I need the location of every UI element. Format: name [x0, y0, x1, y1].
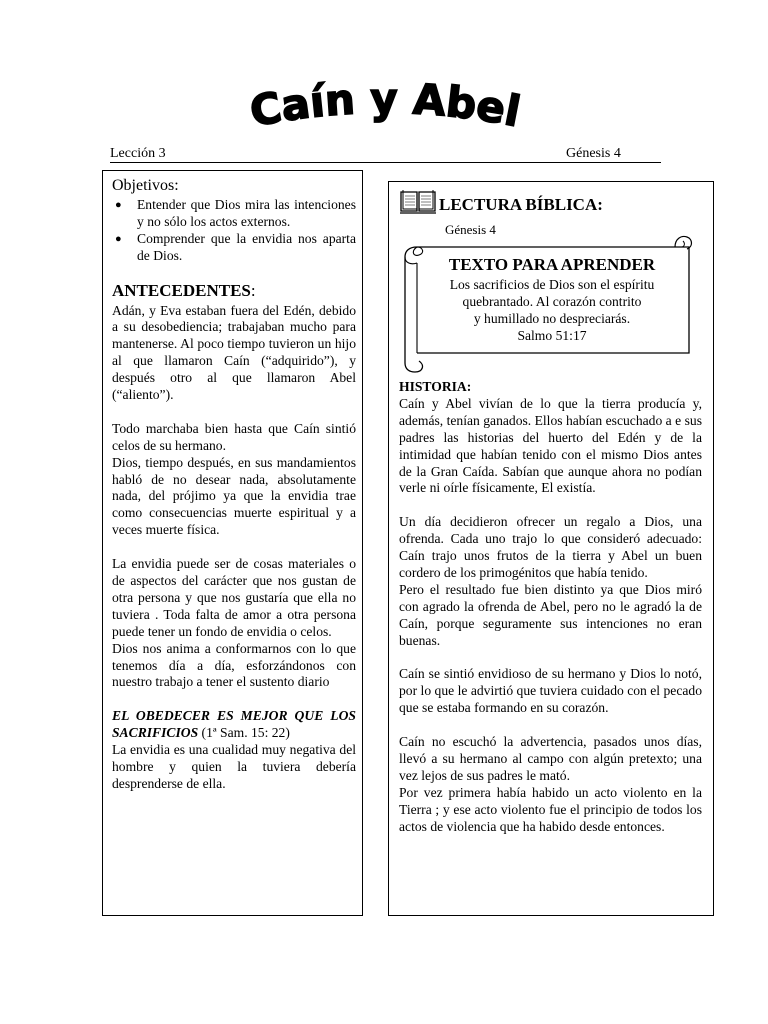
texto-line: quebrantado. Al corazón contrito	[462, 294, 642, 309]
historia-paragraph: Un día decidieron ofrecer un regalo a Dios, una ofrenda. Cada uno trajo lo que consideró adecuado: Caín trajo unos frutos de la tierra y Abel un buen cordero de los primogénitos que había tenido.	[399, 514, 702, 580]
historia-paragraph: Caín se sintió envidioso de su hermano y Dios lo notó, por lo que le advirtió que tuviera cuidado con el pecado que se estaba formando en su corazón.	[399, 666, 702, 716]
lectura-title: LECTURA BÍBLICA:	[439, 195, 603, 214]
texto-line: Salmo 51:17	[517, 328, 587, 343]
historia-paragraph: Pero el resultado fue bien distinto ya que Dios miró con agrado la ofrenda de Abel, pero no le agradó la de Caín, porque seguramente sus intenciones no eran buenas.	[399, 581, 702, 648]
historia-paragraph: Caín y Abel vivían de lo que la tierra producía y, además, tenían ganados. Ellos habían escuchado a e sus padres las historias del huerto del Edén y de la intimidad que habían tenido con el mismo Dios antes de la Gran Caída. Sabían que aunque ahora no podían verle ni oírle físicamente, El existía.	[399, 395, 702, 496]
page-title	[240, 73, 530, 137]
texto-title: TEXTO PARA APRENDER	[448, 255, 656, 274]
objetivo-text: Entender que Dios mira las intenciones y no sólo los actos externos.	[137, 196, 356, 229]
open-book-icon	[399, 188, 437, 214]
page-title-path: Caín y Abel	[246, 73, 525, 137]
right-column	[388, 181, 714, 916]
objetivos-heading: Objetivos:	[112, 177, 179, 194]
lesson-reference: Génesis 4	[566, 146, 621, 161]
lectura-header	[399, 188, 603, 214]
bullet-icon: ●	[115, 232, 122, 245]
historia-heading: HISTORIA:	[399, 379, 472, 394]
antecedentes-paragraph: Todo marchaba bien hasta que Caín sintió celos de su hermano.	[112, 420, 356, 453]
lesson-header-line	[110, 146, 661, 163]
texto-line: Los sacrificios de Dios son el espíritu	[449, 277, 655, 292]
antecedentes-paragraph: Adán, y Eva estaban fuera del Edén, debido a su desobediencia; trabajaban mucho para mantenerse. Al poco tiempo tuvieron un hijo al que llamaron Caín (“adquirido”), y después otro al que llamaron Abel (“aliento”).	[112, 302, 356, 403]
antecedentes-heading-text: ANTECEDENTES	[112, 280, 251, 300]
bullet-icon: ●	[115, 198, 122, 211]
antecedentes-colon: :	[250, 280, 256, 300]
objetivo-item	[112, 197, 356, 231]
obedecer-paragraph	[112, 708, 356, 742]
historia-section	[399, 379, 702, 835]
page-title-text	[246, 74, 524, 136]
antecedentes-paragraph: La envidia puede ser de cosas materiales o de aspectos del carácter que nos gustan de otra persona y que nos gustaría que ella no tuviera . Toda falta de amor a otra persona puede tener un fondo de envidia o celos.	[112, 556, 356, 639]
obedecer-reference: (1ª Sam. 15: 22)	[198, 725, 290, 741]
objetivos-list	[112, 197, 356, 265]
objetivo-text: Comprender que la envidia nos aparta de Dios.	[137, 230, 356, 263]
antecedentes-heading	[112, 281, 356, 301]
left-column	[102, 170, 363, 916]
historia-paragraph: Caín no escuchó la advertencia, pasados unos días, llevó a su hermano al campo con algún pretexto; una vez lejos de sus padres le mató.	[399, 733, 702, 783]
antecedentes-paragraph: La envidia es una cualidad muy negativa del hombre y quien la tuviera debería desprenderse de ella.	[112, 742, 356, 791]
lesson-number: Lección 3	[110, 146, 166, 161]
lectura-reference: Génesis 4	[445, 222, 496, 237]
objetivo-item	[112, 231, 356, 265]
obedecer-emphasis: EL OBEDECER ES MEJOR QUE LOS SACRIFICIOS	[112, 708, 356, 741]
antecedentes-paragraph: Dios nos anima a conformarnos con lo que tenemos día a día, esforzándonos con nuestro trabajo a tener el sustento diario	[112, 640, 356, 690]
historia-paragraph: Por vez primera había habido un acto violento en la Tierra ; y ese acto violento fue el principio de todos los actos de violencia que ha habido desde entonces.	[399, 784, 702, 834]
texto-para-aprender	[421, 255, 683, 344]
texto-para-aprender-scroll	[397, 229, 697, 374]
page-title-svg	[240, 73, 530, 137]
antecedentes-paragraph: Dios, tiempo después, en sus mandamientos habló de no desear nada, absolutamente nada, del prójimo ya que la envidia trae como consecuencias muerte espiritual y a veces muerte física.	[112, 454, 356, 538]
texto-line: y humillado no despreciarás.	[473, 311, 631, 326]
